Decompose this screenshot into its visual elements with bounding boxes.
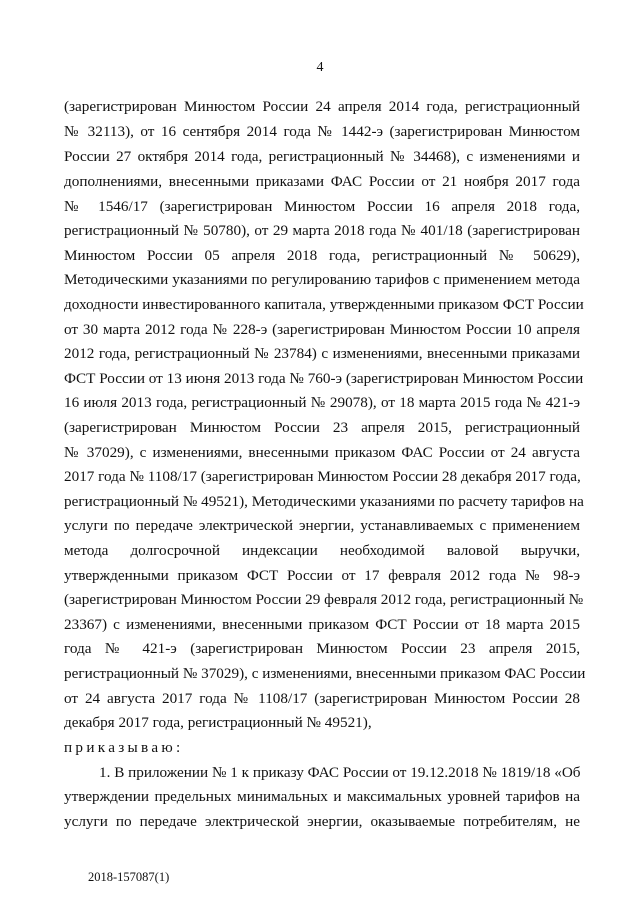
text-line: регистрационный № 50780), от 29 марта 2018 года № 401/18 (зарегистрирован: [64, 222, 580, 239]
text-line: № 1546/17 (зарегистрирован Минюстом России 16 апреля 2018 года,: [64, 198, 580, 215]
text-line: 2012 года, регистрационный № 23784) с изменениями, внесенными приказами: [64, 345, 580, 362]
text-line: услуги по передаче электрической энергии, устанавливаемых с применением: [64, 517, 580, 534]
text-line: (зарегистрирован Минюстом России 23 апреля 2015, регистрационный: [64, 419, 580, 436]
item-line: услуги по передаче электрической энергии, оказываемые потребителям, не: [64, 813, 580, 830]
text-line: метода долгосрочной индексации необходимой валовой выручки,: [64, 542, 580, 559]
text-line: декабря 2017 года, регистрационный № 49521),: [64, 714, 372, 731]
text-line: 16 июля 2013 года, регистрационный № 29078), от 18 марта 2015 года № 421-э: [64, 394, 580, 411]
text-line: Методическими указаниями по регулированию тарифов с применением метода: [64, 271, 580, 288]
text-line: № 37029), с изменениями, внесенными приказом ФАС России от 24 августа: [64, 444, 580, 461]
text-line: от 24 августа 2017 года № 1108/17 (зарегистрирован Минюстом России 28: [64, 690, 580, 707]
item-line: 1. В приложении № 1 к приказу ФАС России от 19.12.2018 № 1819/18 «Об: [99, 764, 581, 781]
text-line: регистрационный № 49521), Методическими указаниями по расчету тарифов на: [64, 493, 584, 510]
text-line: 23367) с изменениями, внесенными приказом ФСТ России от 18 марта 2015: [64, 616, 580, 633]
text-line: 2017 года № 1108/17 (зарегистрирован Минюстом России 28 декабря 2017 года,: [64, 468, 581, 485]
order-heading: [64, 738, 580, 758]
text-line: (зарегистрирован Минюстом России 24 апреля 2014 года, регистрационный: [64, 98, 580, 115]
text-line: года № 421-э (зарегистрирован Минюстом России 23 апреля 2015,: [64, 640, 580, 657]
text-line: дополнениями, внесенными приказами ФАС России от 21 ноября 2017 года: [64, 173, 580, 190]
page-number: 4: [316, 60, 324, 75]
text-line: утвержденными приказом ФСТ России от 17 февраля 2012 года № 98-э: [64, 567, 580, 584]
text-line: Минюстом России 05 апреля 2018 года, регистрационный № 50629),: [64, 247, 580, 264]
order-word: приказываю:: [64, 739, 184, 756]
text-line: регистрационный № 37029), с изменениями, внесенными приказом ФАС России: [64, 665, 586, 682]
text-line: № 32113), от 16 сентября 2014 года № 1442-э (зарегистрирован Минюстом: [64, 123, 580, 140]
text-line: от 30 марта 2012 года № 228-э (зарегистрирован Минюстом России 10 апреля: [64, 321, 580, 338]
text-line: России 27 октября 2014 года, регистрационный № 34468), с изменениями и: [64, 148, 580, 165]
text-line: доходности инвестированного капитала, утвержденными приказом ФСТ России: [64, 296, 584, 313]
document-code: 2018-157087(1): [88, 870, 170, 884]
item-line: утверждении предельных минимальных и максимальных уровней тарифов на: [64, 788, 580, 805]
text-line: (зарегистрирован Минюстом России 29 февраля 2012 года, регистрационный №: [64, 591, 584, 608]
text-line: ФСТ России от 13 июня 2013 года № 760-э (зарегистрирован Минюстом России: [64, 370, 584, 387]
